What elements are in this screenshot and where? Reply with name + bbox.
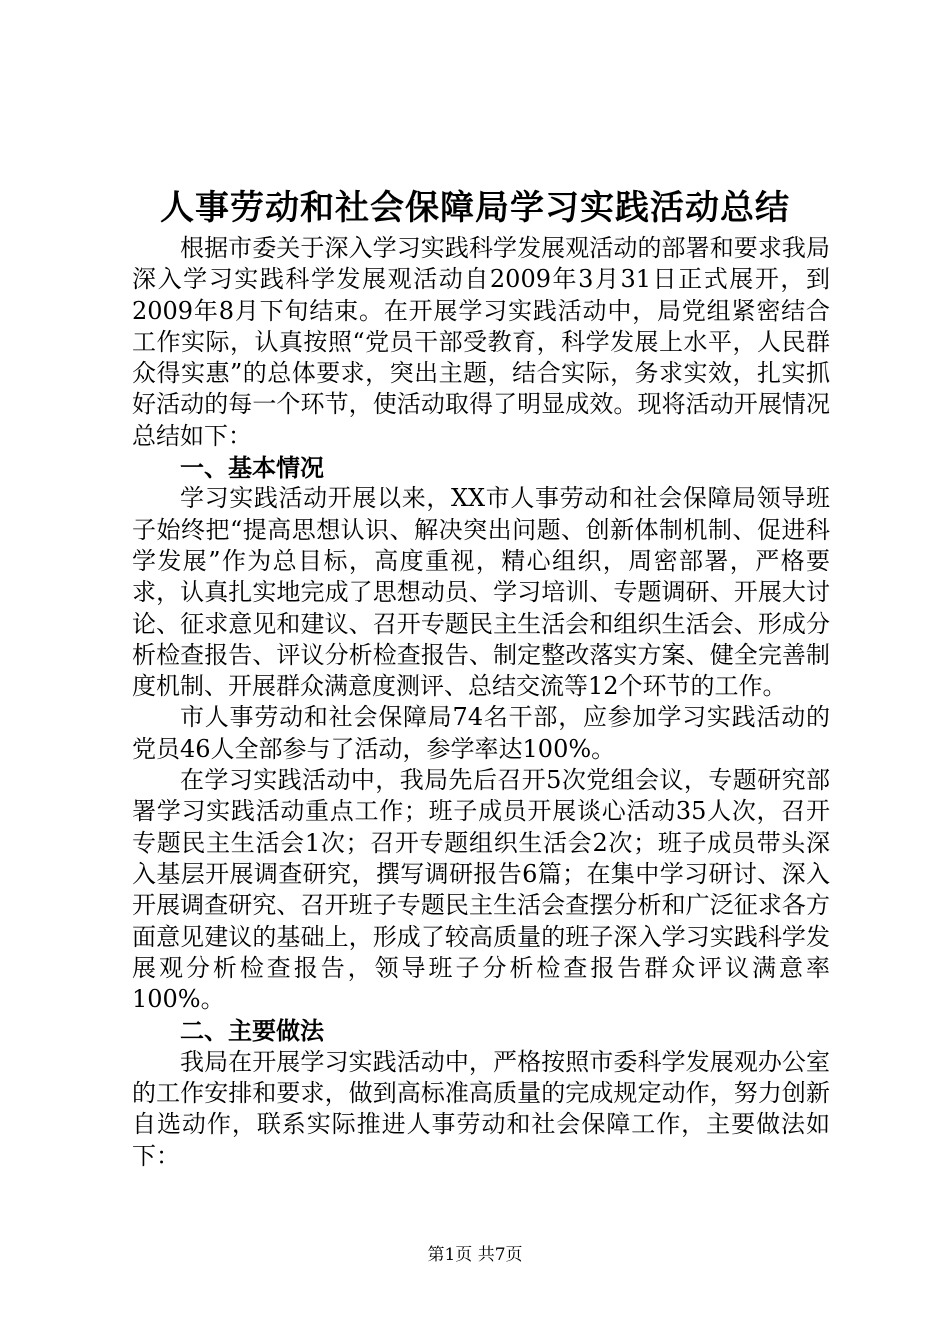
section-heading-main-practices: 二、主要做法 <box>180 1016 324 1046</box>
document-title: 人事劳动和社会保障局学习实践活动总结 <box>160 188 790 228</box>
intro-paragraph: 根据市委关于深入学习实践科学发展观活动的部署和要求我局深入学习实践科学发展观活动自2009年3月31日正式展开，到2009年8月下旬结束。在开展学习实践活动中，局党组紧密结合工作实际，认真按照“党员干部受教育，科学发展上水平，人民群众得实惠”的总体要求，突出主题，结合实际，务求实效，扎实抓好活动的每一个环节，使活动取得了明显成效。现将活动开展情况总结如下： <box>132 234 830 450</box>
section2-paragraph-1: 我局在开展学习实践活动中，严格按照市委科学发展观办公室的工作安排和要求，做到高标准高质量的完成规定动作，努力创新自选动作，联系实际推进人事劳动和社会保障工作，主要做法如下： <box>132 1047 830 1170</box>
section1-paragraph-3: 在学习实践活动中，我局先后召开5次党组会议，专题研究部署学习实践活动重点工作；班子成员开展谈心活动35人次，召开专题民主生活会1次；召开专题组织生活会2次；班子成员带头深入基层开展调查研究，撰写调研报告6篇；在集中学习研讨、深入开展调查研究、召开班子专题民主生活会查摆分析和广泛征求各方面意见建议的基础上，形成了较高质量的班子深入学习实践科学发展观分析检查报告，领导班子分析检查报告群众评议满意率100%。 <box>132 766 830 1014</box>
section1-paragraph-1: 学习实践活动开展以来，XX市人事劳动和社会保障局领导班子始终把“提高思想认识、解决突出问题、创新体制机制、促进科学发展”作为总目标，高度重视，精心组织，周密部署，严格要求，认真扎实地完成了思想动员、学习培训、专题调研、开展大讨论、征求意见和建议、召开专题民主生活会和组织生活会、形成分析检查报告、评议分析检查报告、制定整改落实方案、健全完善制度机制、开展群众满意度测评、总结交流等12个环节的工作。 <box>132 484 830 701</box>
page-number-footer: 第1页 共7页 <box>427 1245 523 1265</box>
section1-paragraph-2: 市人事劳动和社会保障局74名干部，应参加学习实践活动的党员46人全部参与了活动，参学率达100%。 <box>132 703 830 763</box>
document-body <box>132 233 830 1172</box>
section-heading-basic-situation: 一、基本情况 <box>180 453 324 483</box>
